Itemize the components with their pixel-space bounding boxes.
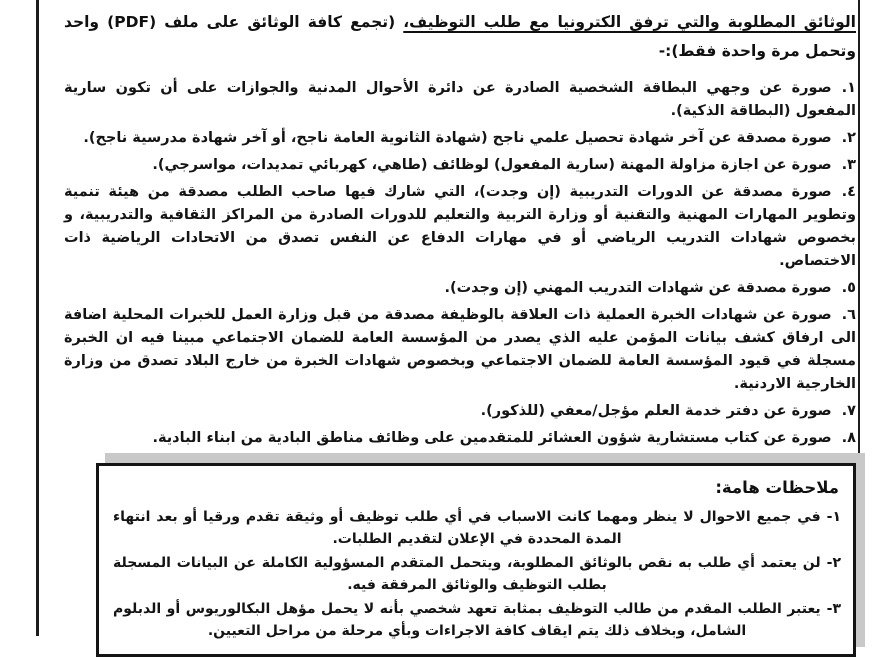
document-header <box>64 8 856 66</box>
note-number: ٣- <box>826 601 841 617</box>
document-item-3 <box>64 154 856 177</box>
notes-list <box>113 506 841 642</box>
document-content <box>64 8 856 657</box>
page-border-left <box>36 0 39 636</box>
note-item-1 <box>113 506 841 550</box>
note-number: ١- <box>826 509 841 525</box>
page-border-right <box>858 0 860 636</box>
important-notes-box <box>96 463 856 657</box>
item-text: صورة مصدقة عن شهادات التدريب المهني (إن وجدت). <box>444 280 832 296</box>
document-item-4 <box>64 181 856 273</box>
document-item-5 <box>64 277 856 300</box>
note-number: ٢- <box>826 555 841 571</box>
header-underlined-text: الوثائق المطلوبة والتي ترفق الكترونيا مع طلب التوظيف، <box>403 13 856 31</box>
notes-title: ملاحظات هامة: <box>715 478 839 497</box>
document-item-6 <box>64 304 856 396</box>
item-number: ٥. <box>841 280 856 296</box>
item-number: ٦. <box>841 307 856 323</box>
item-text: صورة عن دفتر خدمة العلم مؤجل/معفي (للذكور). <box>480 403 832 419</box>
item-text: صورة مصدقة عن الدورات التدريبية (إن وجدت)، التي شارك فيها صاحب الطلب مصدقة من هيئة تنمية وتطوير المهارات المهنية والتقنية أو وزارة التربية والتعليم للدورات الصادرة من المراكز الثقافية والتدريبية، و بخصوص شهادات التدريب الرياضي أو في مهارات الدفاع عن النفس تصدق من الاتحادات الرياضية ذات الاختصاص. <box>64 184 856 269</box>
item-number: ٨. <box>841 430 856 446</box>
note-text: لن يعتمد أي طلب به نقص بالوثائق المطلوبة، ويتحمل المتقدم المسؤولية الكاملة عن البيانات المسجلة بطلب التوظيف والوثائق المرفقة فيه. <box>113 555 821 593</box>
note-text: في جميع الاحوال لا ينظر ومهما كانت الاسباب في أي طلب توظيف أو وثيقة تقدم ورقيا أو بعد انتهاء المدة المحددة في الإعلان لتقديم الطلبات. <box>113 509 821 547</box>
item-text: صورة عن وجهي البطاقة الشخصية الصادرة عن دائرة الأحوال المدنية والجوازات على أن تكون سارية المفعول (البطاقة الذكية). <box>64 80 856 119</box>
document-item-2 <box>64 127 856 150</box>
document-item-8 <box>64 427 856 450</box>
item-text: صورة عن اجازة مزاولة المهنة (سارية المفعول) لوظائف (طاهي، كهربائي تمديدات، مواسرجي). <box>152 157 832 173</box>
header-rest-text: (تجمع كافة الوثائق على ملف (PDF) واحد وتحمل مرة واحدة فقط):- <box>64 13 856 60</box>
item-number: ١. <box>841 80 856 96</box>
item-text: صورة عن كتاب مستشارية شؤون العشائر للمتقدمين على وظائف مناطق البادية من ابناء البادية. <box>152 430 832 446</box>
item-number: ٢. <box>841 130 856 146</box>
document-item-7 <box>64 400 856 423</box>
note-item-2 <box>113 552 841 596</box>
item-number: ٣. <box>841 157 856 173</box>
item-number: ٤. <box>841 184 856 200</box>
required-documents-list <box>64 77 856 450</box>
note-item-3 <box>113 598 841 642</box>
document-item-1 <box>64 77 856 123</box>
note-text: يعتبر الطلب المقدم من طالب التوظيف بمثابة تعهد شخصي بأنه لا يحمل مؤهل البكالوريوس أو الدبلوم الشامل، وبخلاف ذلك يتم ايقاف كافة الاجراءات وبأي مرحلة من مراحل التعيين. <box>113 601 821 639</box>
item-text: صورة عن شهادات الخبرة العملية ذات العلاقة بالوظيفة مصدقة من قبل وزارة العمل للخبرات المحلية اضافة الى ارفاق كشف بيانات المؤمن عليه الذي يصدر من المؤسسة العامة للضمان الاجتماعي مبينا فيه ان الخبرة مسجلة في قيود المؤسسة العامة للضمان الاجتماعي وبخصوص شهادات الخبرة من خارج البلاد تصدق من وزارة الخارجية الاردنية. <box>64 307 856 392</box>
item-number: ٧. <box>841 403 856 419</box>
item-text: صورة مصدقة عن آخر شهادة تحصيل علمي ناجح (شهادة الثانوية العامة ناجح، أو آخر شهادة مدرسية ناجح). <box>83 130 832 146</box>
